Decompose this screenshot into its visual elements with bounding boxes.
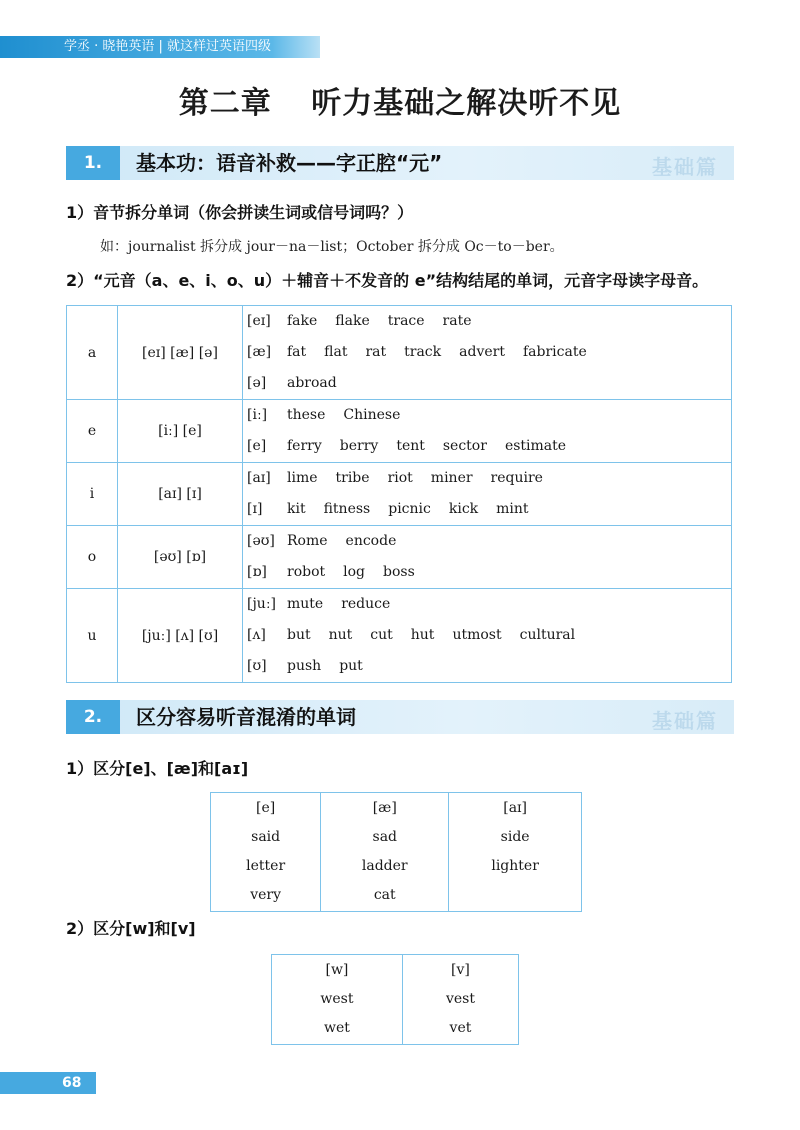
example-word: flake bbox=[335, 313, 370, 329]
vowel-row bbox=[67, 306, 732, 400]
vowel-examples bbox=[243, 400, 732, 463]
example-word: these bbox=[287, 407, 326, 423]
example-word: berry bbox=[339, 438, 379, 454]
example-line bbox=[247, 306, 731, 337]
example-word: boss bbox=[383, 564, 415, 580]
section-2-number: 2. bbox=[66, 700, 120, 734]
contrast-word: sad bbox=[372, 829, 398, 845]
phonetic-symbol: [e] bbox=[247, 438, 267, 454]
example-word: fabricate bbox=[522, 344, 587, 360]
contrast-header: [v] bbox=[451, 962, 470, 978]
example-word: picnic bbox=[388, 501, 431, 517]
section-1-title: 基本功：语音补救——字正腔“元” bbox=[136, 151, 443, 175]
vowel-letter: e bbox=[67, 400, 118, 463]
contrast-header: [aɪ] bbox=[503, 800, 527, 816]
contrast-word: very bbox=[250, 887, 282, 903]
chapter-number: 第二章 bbox=[178, 86, 272, 121]
vowel-sounds: [eɪ] [æ] [ə] bbox=[118, 306, 243, 400]
example-word: sector bbox=[442, 438, 487, 454]
contrast-column bbox=[402, 955, 518, 1045]
contrast-column bbox=[211, 793, 321, 912]
vowel-examples bbox=[243, 526, 732, 589]
example-word: rat bbox=[365, 344, 387, 360]
vowel-sounds: [iː] [e] bbox=[118, 400, 243, 463]
example-word: kick bbox=[448, 501, 479, 517]
contrast-word: letter bbox=[246, 858, 286, 874]
example-line bbox=[247, 526, 731, 557]
example-word: log bbox=[343, 564, 366, 580]
running-header: 学丞 · 晓艳英语 | 就这样过英语四级 bbox=[0, 36, 320, 58]
contrast-word: cat bbox=[373, 887, 396, 903]
example-line bbox=[247, 463, 731, 494]
example-word: fake bbox=[287, 313, 318, 329]
vowel-table bbox=[66, 305, 732, 683]
example-word: Rome bbox=[287, 533, 328, 549]
vowel-row bbox=[67, 589, 732, 683]
contrast-row bbox=[272, 955, 519, 1045]
example-word: push bbox=[287, 658, 322, 674]
contrast-column bbox=[449, 793, 582, 912]
phonetic-symbol: [eɪ] bbox=[247, 313, 271, 329]
example-word: track bbox=[404, 344, 442, 360]
phonetic-symbol: [ɪ] bbox=[247, 501, 263, 517]
example-word: Chinese bbox=[343, 407, 401, 423]
example-word: but bbox=[287, 627, 311, 643]
vowel-row bbox=[67, 400, 732, 463]
example-line bbox=[247, 557, 731, 588]
example-word: cultural bbox=[519, 627, 576, 643]
example-line bbox=[247, 368, 731, 399]
example-word: nut bbox=[328, 627, 353, 643]
phonetic-symbol: [ə] bbox=[247, 375, 267, 391]
vowel-examples bbox=[243, 589, 732, 683]
example-word: ferry bbox=[287, 438, 322, 454]
section-2-banner bbox=[66, 700, 734, 734]
phonetic-symbol: [juː] bbox=[247, 596, 276, 612]
contrast-header: [e] bbox=[256, 800, 276, 816]
example-word: kit bbox=[287, 501, 306, 517]
phonetic-symbol: [iː] bbox=[247, 407, 268, 423]
contrast-word: vet bbox=[449, 1020, 472, 1036]
example-word: robot bbox=[287, 564, 326, 580]
phonetic-symbol: [aɪ] bbox=[247, 470, 271, 486]
chapter-name: 听力基础之解决听不见 bbox=[311, 86, 622, 121]
contrast-word: vest bbox=[445, 991, 475, 1007]
section-1-watermark: 基础篇 bbox=[652, 155, 718, 179]
contrast-word: wet bbox=[323, 1020, 350, 1036]
example-word: require bbox=[490, 470, 543, 486]
contrast-column bbox=[272, 955, 403, 1045]
example-word: utmost bbox=[452, 627, 502, 643]
example-line bbox=[247, 651, 731, 682]
phonetic-symbol: [æ] bbox=[247, 344, 272, 360]
example-word: mint bbox=[496, 501, 529, 517]
contrast-column bbox=[321, 793, 449, 912]
vowel-row bbox=[67, 526, 732, 589]
example-word: miner bbox=[430, 470, 473, 486]
s2-subheading-1: 1）区分[e]、[æ]和[aɪ] bbox=[66, 759, 249, 778]
s1-example: 如：journalist 拆分成 jour－na－list；October 拆分成 Oc－to－ber。 bbox=[100, 239, 564, 255]
example-word: cut bbox=[370, 627, 393, 643]
example-word: lime bbox=[287, 470, 318, 486]
section-2-watermark: 基础篇 bbox=[652, 709, 718, 733]
phonetic-symbol: [əʊ] bbox=[247, 533, 275, 549]
vowel-sounds: [juː] [ʌ] [ʊ] bbox=[118, 589, 243, 683]
vowel-examples bbox=[243, 306, 732, 400]
chapter-title bbox=[0, 78, 800, 122]
example-word: fat bbox=[287, 344, 307, 360]
contrast-word: side bbox=[500, 829, 530, 845]
contrast-word: said bbox=[251, 829, 281, 845]
example-line bbox=[247, 620, 731, 651]
phonetic-symbol: [ɒ] bbox=[247, 564, 267, 580]
contrast-header: [w] bbox=[325, 962, 349, 978]
example-line bbox=[247, 400, 731, 431]
contrast-word: lighter bbox=[491, 858, 539, 874]
vowel-letter: a bbox=[67, 306, 118, 400]
phonetic-symbol: [ʊ] bbox=[247, 658, 267, 674]
contrast-row bbox=[211, 793, 582, 912]
example-word: advert bbox=[459, 344, 505, 360]
example-word: put bbox=[339, 658, 363, 674]
vowel-letter: i bbox=[67, 463, 118, 526]
s1-subheading-1: 1）音节拆分单词（你会拼读生词或信号词吗？） bbox=[66, 203, 414, 222]
example-line bbox=[247, 337, 731, 368]
vowel-letter: u bbox=[67, 589, 118, 683]
section-1-number: 1. bbox=[66, 146, 120, 180]
section-1-banner bbox=[66, 146, 734, 180]
page-number: 68 bbox=[0, 1072, 96, 1094]
section-2-title: 区分容易听音混淆的单词 bbox=[136, 705, 356, 729]
example-word: abroad bbox=[287, 375, 337, 391]
example-word: encode bbox=[345, 533, 397, 549]
s1-subheading-2: 2）“元音（a、e、i、o、u）＋辅音＋不发音的 e”结构结尾的单词，元音字母读字母音。 bbox=[66, 271, 709, 290]
contrast-table-w-v bbox=[271, 954, 519, 1045]
contrast-table-e-ae-ai bbox=[210, 792, 582, 912]
s2-subheading-2: 2）区分[w]和[v] bbox=[66, 919, 196, 938]
example-word: mute bbox=[287, 596, 324, 612]
example-word: fitness bbox=[323, 501, 371, 517]
example-word: riot bbox=[387, 470, 413, 486]
contrast-header: [æ] bbox=[372, 800, 397, 816]
example-line bbox=[247, 494, 731, 525]
example-line bbox=[247, 589, 731, 620]
example-word: trace bbox=[387, 313, 425, 329]
example-word: flat bbox=[324, 344, 348, 360]
vowel-letter: o bbox=[67, 526, 118, 589]
example-line bbox=[247, 431, 731, 462]
example-word: tribe bbox=[335, 470, 370, 486]
example-word: hut bbox=[410, 627, 435, 643]
example-word: rate bbox=[442, 313, 472, 329]
vowel-row bbox=[67, 463, 732, 526]
example-word: tent bbox=[396, 438, 425, 454]
phonetic-symbol: [ʌ] bbox=[247, 627, 266, 643]
vowel-sounds: [əʊ] [ɒ] bbox=[118, 526, 243, 589]
example-word: estimate bbox=[504, 438, 567, 454]
example-word: reduce bbox=[341, 596, 391, 612]
vowel-sounds: [aɪ] [ɪ] bbox=[118, 463, 243, 526]
contrast-word: west bbox=[320, 991, 354, 1007]
vowel-examples bbox=[243, 463, 732, 526]
contrast-word: ladder bbox=[361, 858, 408, 874]
